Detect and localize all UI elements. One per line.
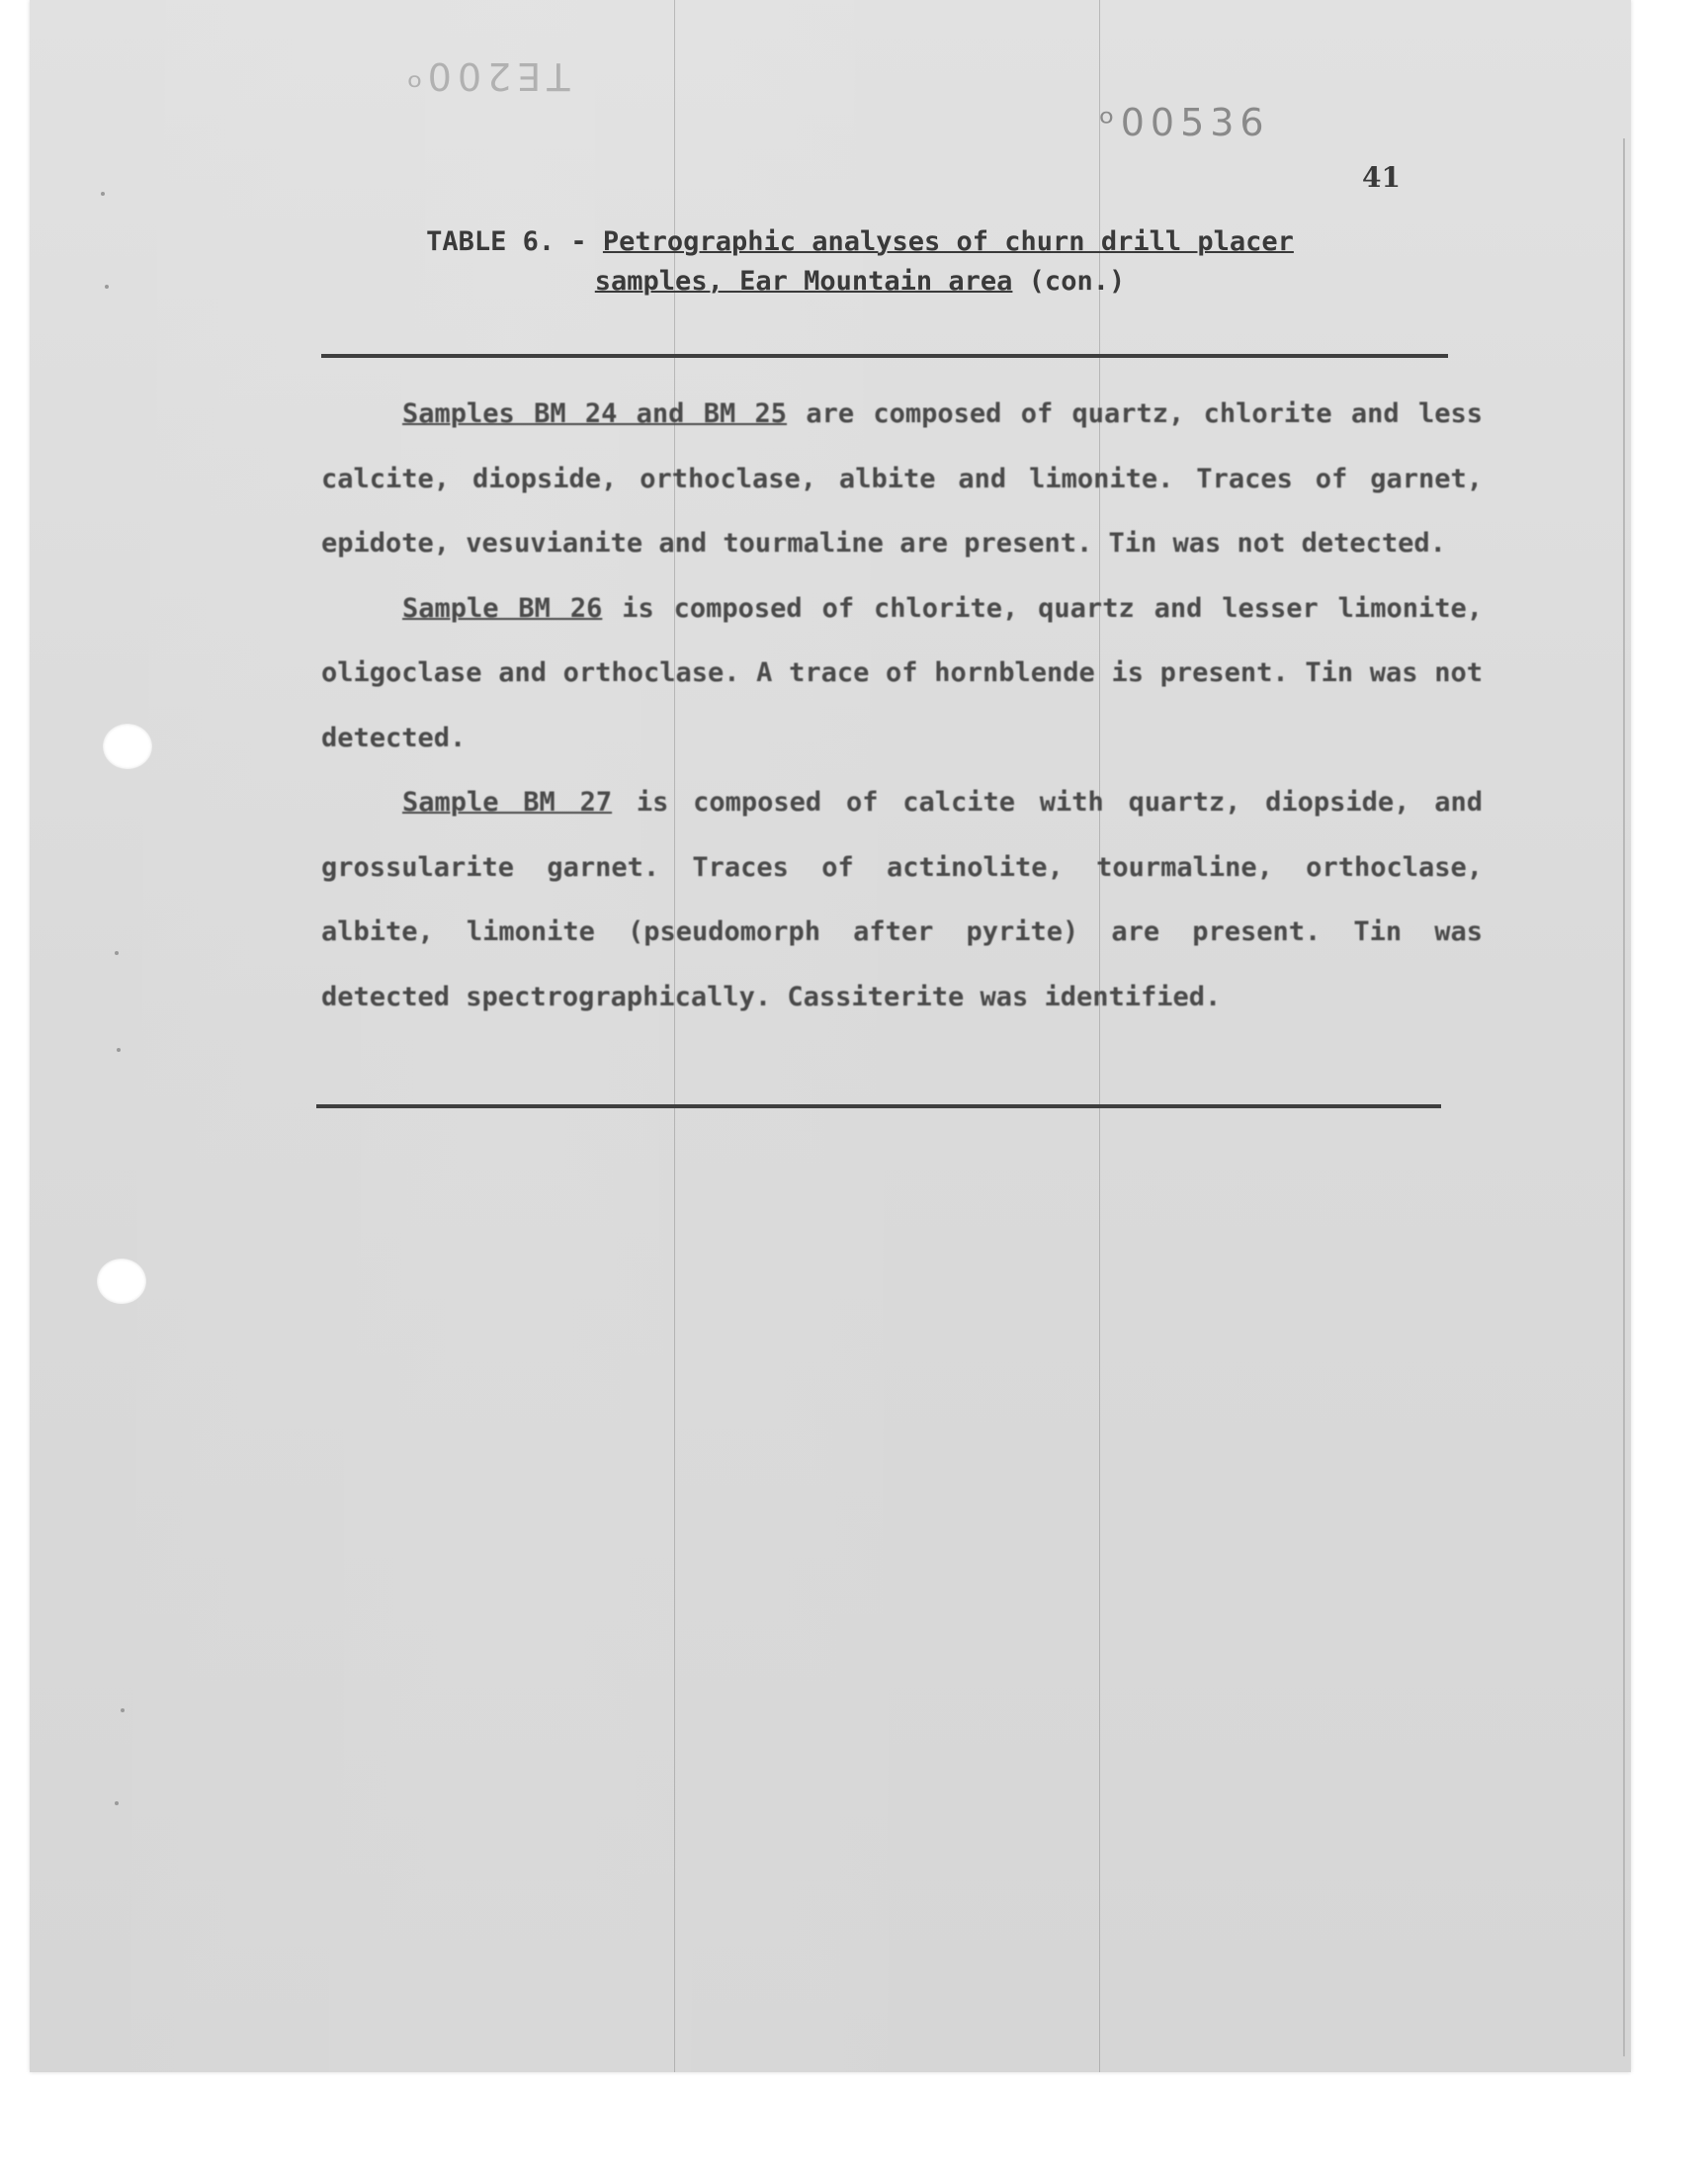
sample-description: is composed of calcite with quartz, diopside, and grossularite garnet. Traces of actinolite, tourmaline, orthoclase, albite, limonite (pseudomorph after pyrite) are present. Tin was detected spectrographically. Cassiterite was identified. [321, 787, 1483, 1012]
scan-speck [105, 285, 109, 289]
scan-speck [115, 951, 119, 955]
table-title-underlined-line-1: Petrographic analyses of churn drill placer [602, 226, 1294, 257]
table-body-text [321, 382, 1483, 1029]
punch-hole [103, 724, 152, 769]
sample-paragraph [321, 770, 1483, 1029]
table-title-line-2 [297, 262, 1423, 302]
table-title-prefix: TABLE 6. - [426, 226, 603, 257]
table-title-line-1 [297, 222, 1423, 262]
top-horizontal-rule [321, 354, 1448, 358]
sample-paragraph [321, 576, 1483, 771]
sample-reference: Sample BM 27 [402, 787, 613, 818]
sample-description: is composed of chlorite, quartz and lesser limonite, oligoclase and orthoclase. A trace of hornblende is present. Tin was not detected. [321, 592, 1483, 753]
scan-speck [117, 1048, 121, 1052]
table-title-suffix: (con.) [1012, 266, 1126, 297]
sample-reference: Samples BM 24 and BM 25 [402, 398, 788, 429]
document-number-stamp: ᵒ00536 [1099, 101, 1270, 144]
bottom-horizontal-rule [316, 1104, 1441, 1108]
sample-reference: Sample BM 26 [402, 592, 603, 624]
page-crease-line [674, 0, 675, 2072]
scan-speck [121, 1708, 125, 1712]
table-title [297, 222, 1423, 302]
punch-hole [97, 1259, 146, 1304]
scan-speck [101, 192, 105, 196]
sample-description: are composed of quartz, chlorite and less calcite, diopside, orthoclase, albite and limonite. Traces of garnet, epidote, vesuvianite and tourmaline are present. Tin was not detected. [321, 398, 1484, 559]
scan-speck [115, 1801, 119, 1805]
page-number: 41 [1362, 161, 1401, 194]
page-crease-line [1099, 0, 1100, 2072]
mirrored-document-number: TE200ᵒ [400, 54, 570, 98]
page-edge-shadow [1623, 138, 1625, 2056]
table-title-underlined-line-2: samples, Ear Mountain area [594, 266, 1013, 297]
sample-paragraph [321, 382, 1483, 576]
scanned-page [30, 0, 1631, 2072]
